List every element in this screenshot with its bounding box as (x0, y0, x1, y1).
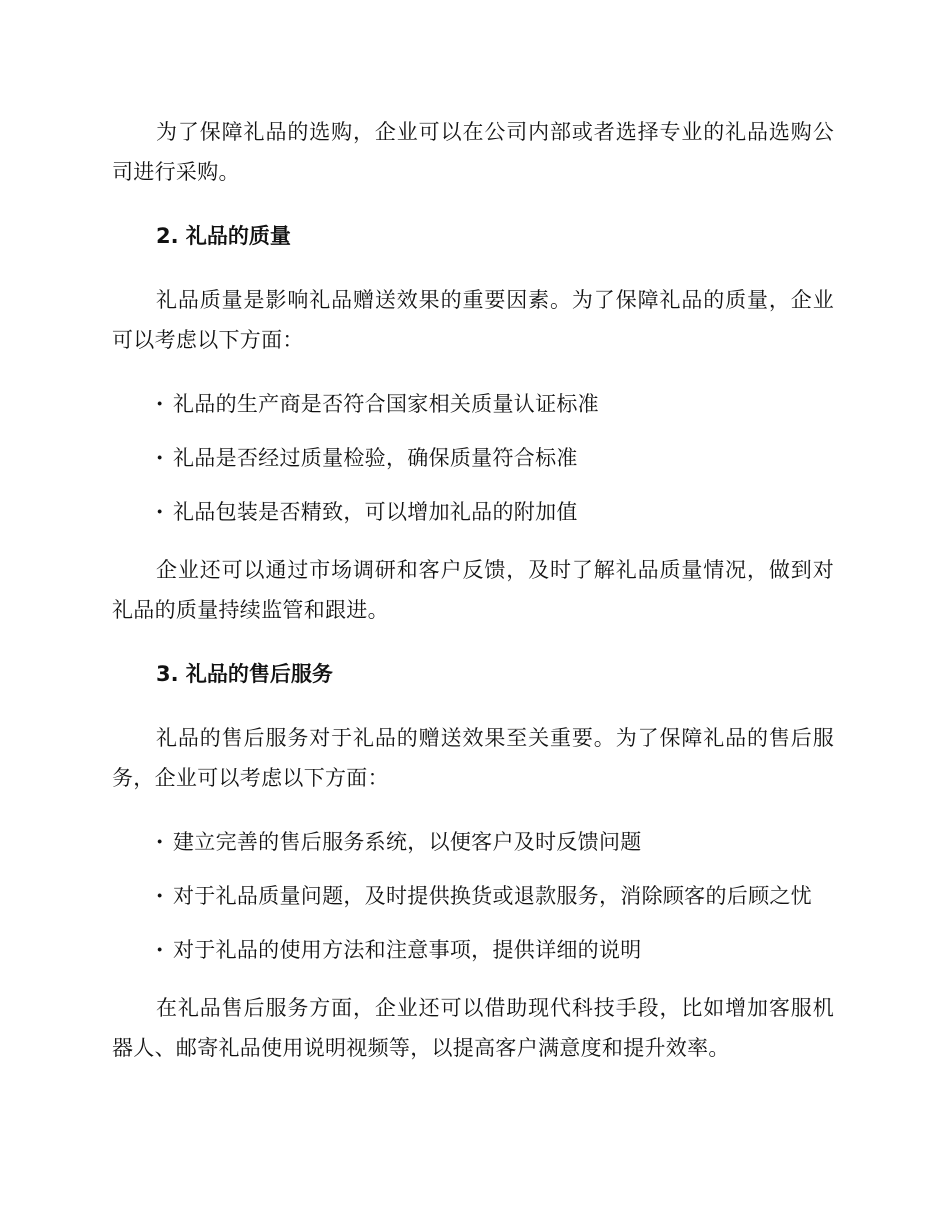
quality-closing-paragraph: 企业还可以通过市场调研和客户反馈，及时了解礼品质量情况，做到对礼品的质量持续监管和跟进。 (112, 558, 834, 622)
bullet-dot-icon: · (156, 829, 164, 854)
service-bullet-item (112, 822, 834, 862)
intro-paragraph: 为了保障礼品的选购，企业可以在公司内部或者选择专业的礼品选购公司进行采购。 (112, 120, 834, 184)
bullet-text: 礼品是否经过质量检验，确保质量符合标准 (172, 446, 578, 470)
quality-bullet-item (112, 438, 834, 478)
bullet-dot-icon: · (156, 445, 164, 470)
bullet-text: 礼品包装是否精致，可以增加礼品的附加值 (172, 500, 578, 524)
bullet-text: 对于礼品的使用方法和注意事项，提供详细的说明 (172, 938, 642, 962)
document-body (112, 112, 834, 1092)
service-bullet-item (112, 876, 834, 916)
quality-intro-paragraph: 礼品质量是影响礼品赠送效果的重要因素。为了保障礼品的质量，企业可以考虑以下方面： (112, 288, 834, 352)
bullet-text: 建立完善的售后服务系统，以便客户及时反馈问题 (172, 830, 642, 854)
bullet-text: 对于礼品质量问题，及时提供换货或退款服务，消除顾客的后顾之忧 (172, 884, 812, 908)
service-bullet-item (112, 930, 834, 970)
section-heading-quality: 2. 礼品的质量 (156, 224, 291, 248)
bullet-dot-icon: · (156, 883, 164, 908)
service-closing-paragraph: 在礼品售后服务方面，企业还可以借助现代科技手段，比如增加客服机器人、邮寄礼品使用说明视频等，以提高客户满意度和提升效率。 (112, 996, 834, 1060)
service-intro-paragraph: 礼品的售后服务对于礼品的赠送效果至关重要。为了保障礼品的售后服务，企业可以考虑以下方面： (112, 726, 834, 790)
bullet-dot-icon: · (156, 937, 164, 962)
bullet-dot-icon: · (156, 499, 164, 524)
bullet-dot-icon: · (156, 391, 164, 416)
section-heading-service: 3. 礼品的售后服务 (156, 662, 333, 686)
bullet-text: 礼品的生产商是否符合国家相关质量认证标准 (172, 392, 599, 416)
quality-bullet-item (112, 492, 834, 532)
quality-bullet-item (112, 384, 834, 424)
